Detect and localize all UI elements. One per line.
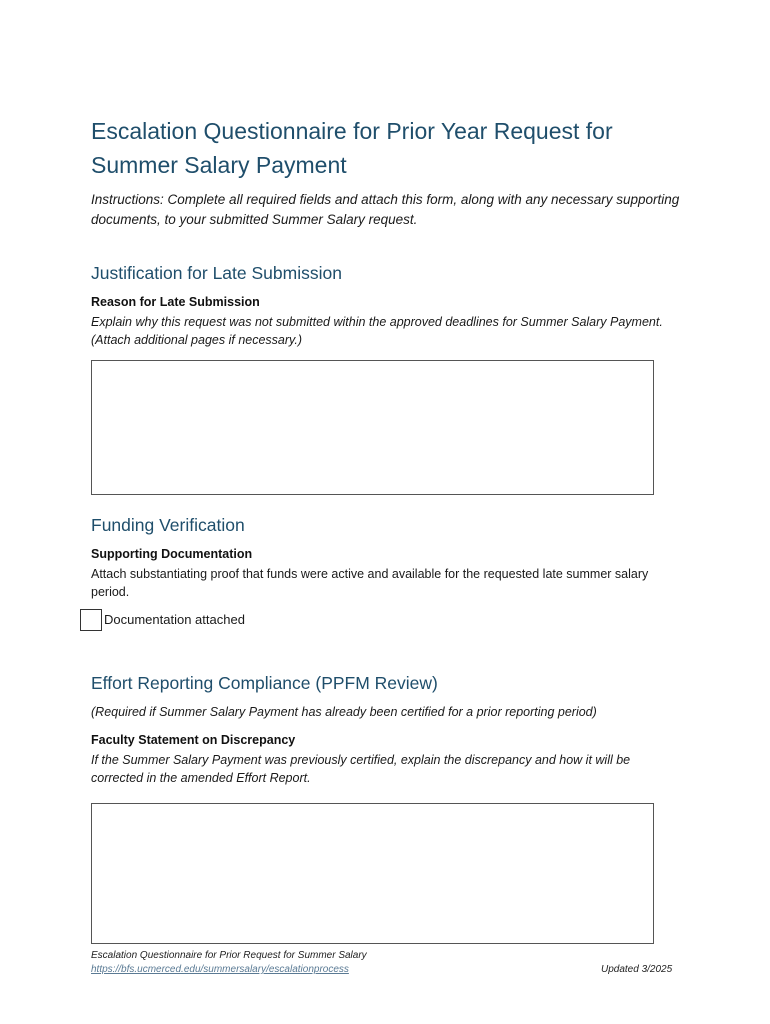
faculty-statement-label: Faculty Statement on Discrepancy [91, 733, 296, 747]
faculty-statement-textbox[interactable] [91, 803, 654, 944]
supporting-documentation-label: Supporting Documentation [91, 547, 253, 561]
footer-link[interactable]: https://bfs.ucmerced.edu/summersalary/escalationprocess [91, 964, 349, 975]
reason-label: Reason for Late Submission [91, 295, 260, 309]
instructions-text: Instructions: Complete all required fields and attach this form, along with any necessary supporting documents, to your submitted Summer Salary request. [91, 192, 680, 227]
documentation-attached-label: Documentation attached [104, 612, 245, 627]
supporting-documentation-description: Attach substantiating proof that funds were active and available for the requested late summer salary period. [91, 567, 649, 599]
faculty-statement-description: If the Summer Salary Payment was previously certified, explain the discrepancy and how it will be corrected in the amended Effort Report. [91, 753, 631, 785]
footer-updated: Updated 3/2025 [601, 964, 673, 975]
funding-heading: Funding Verification [91, 515, 245, 535]
effort-note: (Required if Summer Salary Payment has already been certified for a prior reporting period) [91, 705, 597, 719]
documentation-attached-checkbox[interactable] [80, 609, 102, 631]
reason-textbox[interactable] [91, 360, 654, 495]
justification-heading: Justification for Late Submission [91, 263, 342, 283]
effort-heading: Effort Reporting Compliance (PPFM Review) [91, 673, 438, 693]
footer-title: Escalation Questionnaire for Prior Request for Summer Salary [91, 950, 367, 961]
reason-description: Explain why this request was not submitted within the approved deadlines for Summer Salary Payment. (Attach additional pages if necessary.) [91, 315, 663, 347]
page-title: Escalation Questionnaire for Prior Year Request for Summer Salary Payment [91, 118, 613, 178]
